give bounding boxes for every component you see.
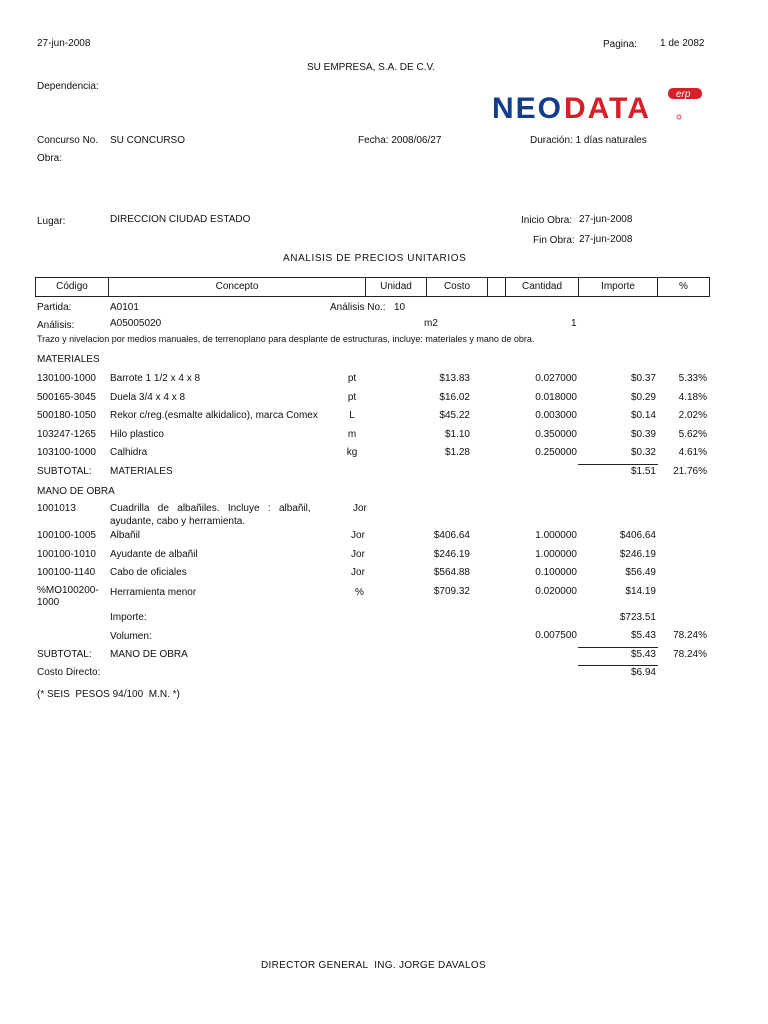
row-percent: 5.33% <box>678 373 707 384</box>
crew-description-1: Cuadrilla de albañiles. Incluye : albañil, <box>110 503 311 514</box>
row-amount: $0.32 <box>630 447 656 458</box>
costo-directo-label: Costo Directo: <box>37 667 101 678</box>
mano-obra-subtotal-amount: $5.43 <box>630 649 656 660</box>
crew-unit: Jor <box>353 503 367 514</box>
row-code: 500180-1050 <box>37 410 96 421</box>
mano-obra-subtotal-pct: 78.24% <box>673 649 707 660</box>
row-cost: $564.88 <box>433 567 470 578</box>
tool-code-1: %MO100200- <box>37 585 99 596</box>
analisis-no-value: 10 <box>394 302 406 313</box>
row-qty: 1.000000 <box>535 549 577 560</box>
concurso-label: Concurso No. <box>37 135 99 146</box>
neodata-logo <box>492 88 707 128</box>
row-concept: Hilo plastico <box>110 429 164 440</box>
row-code: 100100-1010 <box>37 549 96 560</box>
row-concept: Albañil <box>110 530 141 541</box>
row-percent: 2.02% <box>678 410 707 421</box>
duracion: Duración: 1 días naturales <box>530 135 647 146</box>
row-unit: m <box>347 429 357 440</box>
col-percent: % <box>679 281 688 292</box>
row-qty: 0.003000 <box>535 410 577 421</box>
page-label: Pagina: <box>603 39 637 50</box>
mano-obra-subtotal-label: SUBTOTAL: <box>37 649 92 660</box>
row-concept: Barrote 1 1/2 x 4 x 8 <box>110 373 201 384</box>
row-cost: $1.28 <box>444 447 470 458</box>
report-title: ANALISIS DE PRECIOS UNITARIOS <box>283 253 467 264</box>
row-cost: $16.02 <box>439 392 470 403</box>
row-qty: 0.027000 <box>535 373 577 384</box>
analisis-no-label: Análisis No.: <box>330 302 386 313</box>
row-unit: Jor <box>351 567 365 578</box>
row-qty: 0.250000 <box>535 447 577 458</box>
report-date: 27-jun-2008 <box>37 38 91 49</box>
row-code: 103100-1000 <box>37 447 96 458</box>
row-amount: $56.49 <box>625 567 656 578</box>
col-cantidad: Cantidad <box>506 278 579 296</box>
row-concept: Ayudante de albañil <box>110 549 198 560</box>
row-code: 100100-1140 <box>37 567 96 578</box>
tool-code-2: 1000 <box>37 597 60 608</box>
row-qty: 0.018000 <box>535 392 577 403</box>
row-qty: 1.000000 <box>535 530 577 541</box>
row-qty: 0.350000 <box>535 429 577 440</box>
row-unit: pt <box>347 373 357 384</box>
tool-concept: Herramienta menor <box>110 587 197 598</box>
section-materiales: MATERIALES <box>37 354 100 365</box>
row-cost: $13.83 <box>439 373 470 384</box>
lugar-label: Lugar: <box>37 216 66 227</box>
total-rule <box>578 665 658 666</box>
row-cost: $1.10 <box>444 429 470 440</box>
materiales-subtotal-pct: 21.76% <box>673 466 707 477</box>
importe-label: Importe: <box>110 612 147 623</box>
crew-description-2: ayudante, cabo y herramienta. <box>110 516 246 527</box>
volumen-amount: $5.43 <box>630 630 656 641</box>
row-percent: 4.61% <box>678 447 707 458</box>
page-value: 1 de 2082 <box>660 38 705 49</box>
column-header <box>35 277 710 297</box>
row-percent: 4.18% <box>678 392 707 403</box>
row-amount: $0.14 <box>630 410 656 421</box>
col-concepto: Concepto <box>109 278 366 296</box>
col-importe: Importe <box>579 278 658 296</box>
fin-label: Fin Obra: <box>533 235 575 246</box>
row-concept: Cabo de oficiales <box>110 567 187 578</box>
fin-value: 27-jun-2008 <box>579 234 633 245</box>
materiales-subtotal-amount: $1.51 <box>630 466 656 477</box>
row-amount: $246.19 <box>619 549 656 560</box>
fecha: Fecha: 2008/06/27 <box>358 135 442 146</box>
row-amount: $0.29 <box>630 392 656 403</box>
col-unidad: Unidad <box>366 278 427 296</box>
row-cost: $406.64 <box>433 530 470 541</box>
row-cost: $246.19 <box>433 549 470 560</box>
row-percent: 5.62% <box>678 429 707 440</box>
row-unit: Jor <box>351 549 365 560</box>
section-mano-obra: MANO DE OBRA <box>37 486 115 497</box>
amount-in-words: (* SEIS PESOS 94/100 M.N. *) <box>37 689 180 700</box>
tool-qty: 0.020000 <box>535 586 577 597</box>
row-code: 500165-3045 <box>37 392 96 403</box>
crew-code: 1001013 <box>37 503 76 514</box>
concurso-value: SU CONCURSO <box>110 135 186 146</box>
tool-amount: $14.19 <box>625 586 656 597</box>
row-cost: $45.22 <box>439 410 470 421</box>
analisis-value: A05005020 <box>110 318 162 329</box>
col-codigo: Código <box>36 278 109 296</box>
row-amount: $0.39 <box>630 429 656 440</box>
row-concept: Rekor c/reg.(esmalte alkidalico), marca Comex <box>110 410 318 421</box>
signature-line: DIRECTOR GENERAL ING. JORGE DAVALOS <box>261 960 486 971</box>
analisis-qty: 1 <box>571 318 577 329</box>
volumen-pct: 78.24% <box>673 630 707 641</box>
company-name: SU EMPRESA, S.A. DE C.V. <box>307 62 436 73</box>
materiales-subtotal-label: SUBTOTAL: <box>37 466 92 477</box>
lugar-value: DIRECCION CIUDAD ESTADO <box>110 214 251 225</box>
row-unit: Jor <box>351 530 365 541</box>
col-spacer <box>488 278 506 296</box>
dependencia-label: Dependencia: <box>37 81 99 92</box>
row-amount: $0.37 <box>630 373 656 384</box>
row-code: 130100-1000 <box>37 373 96 384</box>
materiales-subtotal-name: MATERIALES <box>110 466 173 477</box>
svg-text:NEO: NEO <box>492 92 564 125</box>
subtotal-rule <box>578 464 658 465</box>
importe-value: $723.51 <box>619 612 656 623</box>
row-unit: pt <box>347 392 357 403</box>
costo-directo-value: $6.94 <box>630 667 656 678</box>
row-concept: Duela 3/4 x 4 x 8 <box>110 392 186 403</box>
volumen-qty: 0.007500 <box>535 630 577 641</box>
analisis-description: Trazo y nivelacion por medios manuales, de terrenoplano para desplante de estructuras, incluye: materiales y mano de obra. <box>37 334 535 344</box>
col-costo: Costo <box>427 278 488 296</box>
tool-unit: % <box>355 587 364 598</box>
row-unit: L <box>349 410 355 421</box>
svg-text:DATA: DATA <box>564 92 651 125</box>
row-code: 100100-1005 <box>37 530 96 541</box>
inicio-value: 27-jun-2008 <box>579 214 633 225</box>
row-concept: Calhidra <box>110 447 148 458</box>
partida-value: A0101 <box>110 302 139 313</box>
analisis-label: Análisis: <box>37 320 75 331</box>
volumen-label: Volumen: <box>110 631 152 642</box>
row-unit: kg <box>346 447 358 458</box>
row-amount: $406.64 <box>619 530 656 541</box>
row-code: 103247-1265 <box>37 429 96 440</box>
row-qty: 0.100000 <box>535 567 577 578</box>
svg-text:erp: erp <box>676 89 691 100</box>
mano-obra-subtotal-name: MANO DE OBRA <box>110 649 188 660</box>
analisis-unit: m2 <box>424 318 438 329</box>
partida-label: Partida: <box>37 302 72 313</box>
tool-cost: $709.32 <box>433 586 470 597</box>
inicio-label: Inicio Obra: <box>521 215 573 226</box>
subtotal-rule <box>578 647 658 648</box>
obra-label: Obra: <box>37 153 63 164</box>
